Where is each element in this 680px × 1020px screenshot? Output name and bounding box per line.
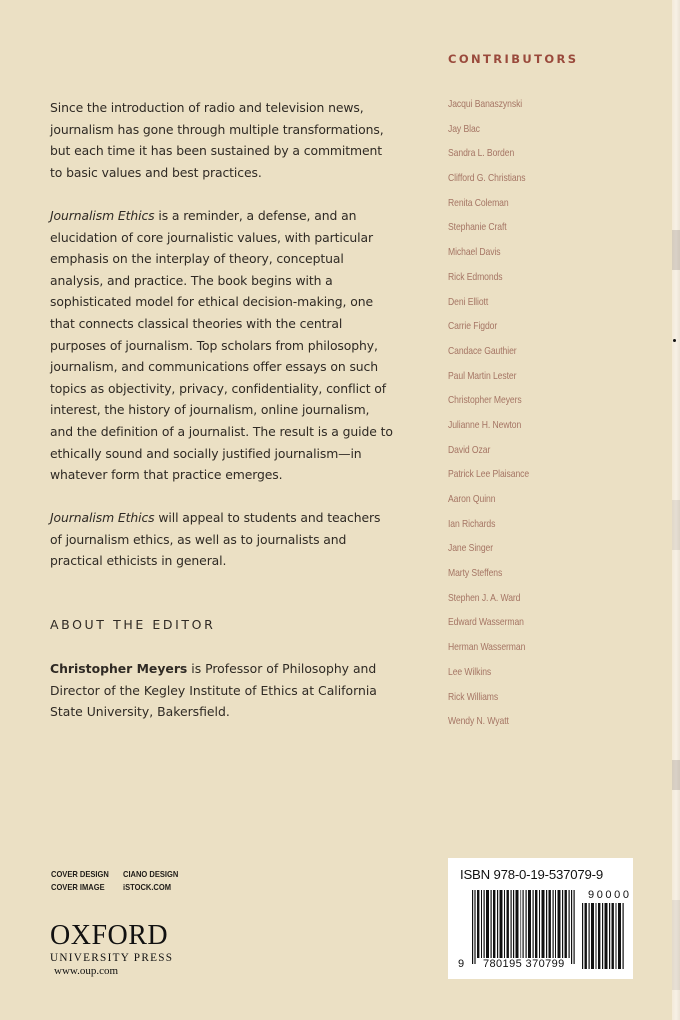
contributor-name: Clifford G. Christians bbox=[448, 172, 526, 185]
addon-barcode bbox=[582, 903, 626, 969]
contributor-name: Michael Davis bbox=[448, 246, 501, 259]
contributor-name: Carrie Figdor bbox=[448, 320, 498, 333]
book-title-italic: Journalism Ethics bbox=[50, 207, 155, 223]
contributors-list bbox=[448, 98, 547, 740]
contributor-name: David Ozar bbox=[448, 443, 491, 456]
contributor-name: Wendy N. Wyatt bbox=[448, 715, 509, 728]
contributor-name: Stephanie Craft bbox=[448, 221, 507, 234]
publisher-subtitle: UNIVERSITY PRESS bbox=[50, 952, 174, 964]
contributor-name: Edward Wasserman bbox=[448, 616, 524, 629]
isbn-barcode-box bbox=[448, 858, 633, 979]
contributor-name: Patrick Lee Plaisance bbox=[448, 468, 530, 481]
contributor-name: Jane Singer bbox=[448, 542, 494, 555]
edge-dot bbox=[673, 339, 676, 342]
about-editor-heading: ABOUT THE EDITOR bbox=[50, 617, 216, 632]
editor-name: Christopher Meyers bbox=[50, 661, 188, 676]
contributor-name: Herman Wasserman bbox=[448, 641, 526, 654]
description-paragraph-1: Since the introduction of radio and television news, journalism has gone through multiple transformations, but each time it has been sustained by a commitment to basic values and best practices. bbox=[50, 100, 384, 180]
contributor-name: Lee Wilkins bbox=[448, 665, 492, 678]
contributor-name: Marty Steffens bbox=[448, 567, 503, 580]
contributor-name: Ian Richards bbox=[448, 517, 496, 530]
ean-digits: 780195 370799 bbox=[483, 958, 565, 970]
publisher-name: OXFORD bbox=[50, 920, 169, 951]
contributor-name: Stephen J. A. Ward bbox=[448, 591, 521, 604]
contributor-name: Sandra L. Borden bbox=[448, 147, 515, 160]
contributor-name: Christopher Meyers bbox=[448, 394, 522, 407]
publisher-logo bbox=[50, 922, 173, 977]
cover-credits bbox=[51, 868, 178, 893]
contributor-name: Deni Elliott bbox=[448, 295, 489, 308]
contributor-name: Candace Gauthier bbox=[448, 344, 517, 357]
about-editor-body bbox=[50, 658, 380, 723]
ean-barcode bbox=[472, 890, 578, 964]
addon-digits: 90000 bbox=[588, 889, 632, 901]
contributor-name: Rick Edmonds bbox=[448, 270, 503, 283]
ean-lead-digit: 9 bbox=[458, 958, 465, 970]
cover-image-credit: COVER IMAGE iSTOCK.COM bbox=[51, 881, 172, 892]
contributor-name: Rick Williams bbox=[448, 690, 499, 703]
contributor-name: Renita Coleman bbox=[448, 196, 509, 209]
publisher-url: www.oup.com bbox=[54, 965, 119, 977]
contributor-name: Jay Blac bbox=[448, 122, 480, 135]
contributor-name: Jacqui Banaszynski bbox=[448, 98, 523, 110]
contributor-name: Aaron Quinn bbox=[448, 493, 496, 505]
description-paragraph-3: Journalism Ethics will appeal to students and teachers of journalism ethics, as well as to journalists and practical ethicists in general. bbox=[50, 510, 381, 569]
contributor-name: Julianne H. Newton bbox=[448, 418, 522, 431]
isbn-label: ISBN 978-0-19-537079-9 bbox=[460, 867, 603, 882]
cover-edge-strip bbox=[672, 0, 680, 1020]
editor-bio: is Professor of Philosophy and Director of the Kegley Institute of Ethics at California State University, Bakersfield. bbox=[50, 661, 377, 720]
book-description bbox=[50, 97, 395, 594]
description-paragraph-2: Journalism Ethics is a reminder, a defense, and an elucidation of core journalistic values, with particular emphasis on the interplay of theory, conceptual analysis, and practice. The book begins with a sophisticated model for ethical decision-making, one that connects classical theories with the central purposes of journalism. Top scholars from philosophy, journalism, and communications offer essays on such topics as objectivity, privacy, confidentiality, conflict of interest, the history of journalism, online journalism, and the definition of a journalist. The result is a guide to ethically sound and socially justified journalism—in whatever form that practice emerges. bbox=[50, 207, 393, 483]
cover-design-credit: COVER DESIGN CIANO DESIGN bbox=[51, 869, 179, 879]
contributor-name: Paul Martin Lester bbox=[448, 369, 517, 382]
book-title-italic: Journalism Ethics bbox=[50, 510, 155, 526]
contributors-heading: CONTRIBUTORS bbox=[448, 52, 579, 66]
